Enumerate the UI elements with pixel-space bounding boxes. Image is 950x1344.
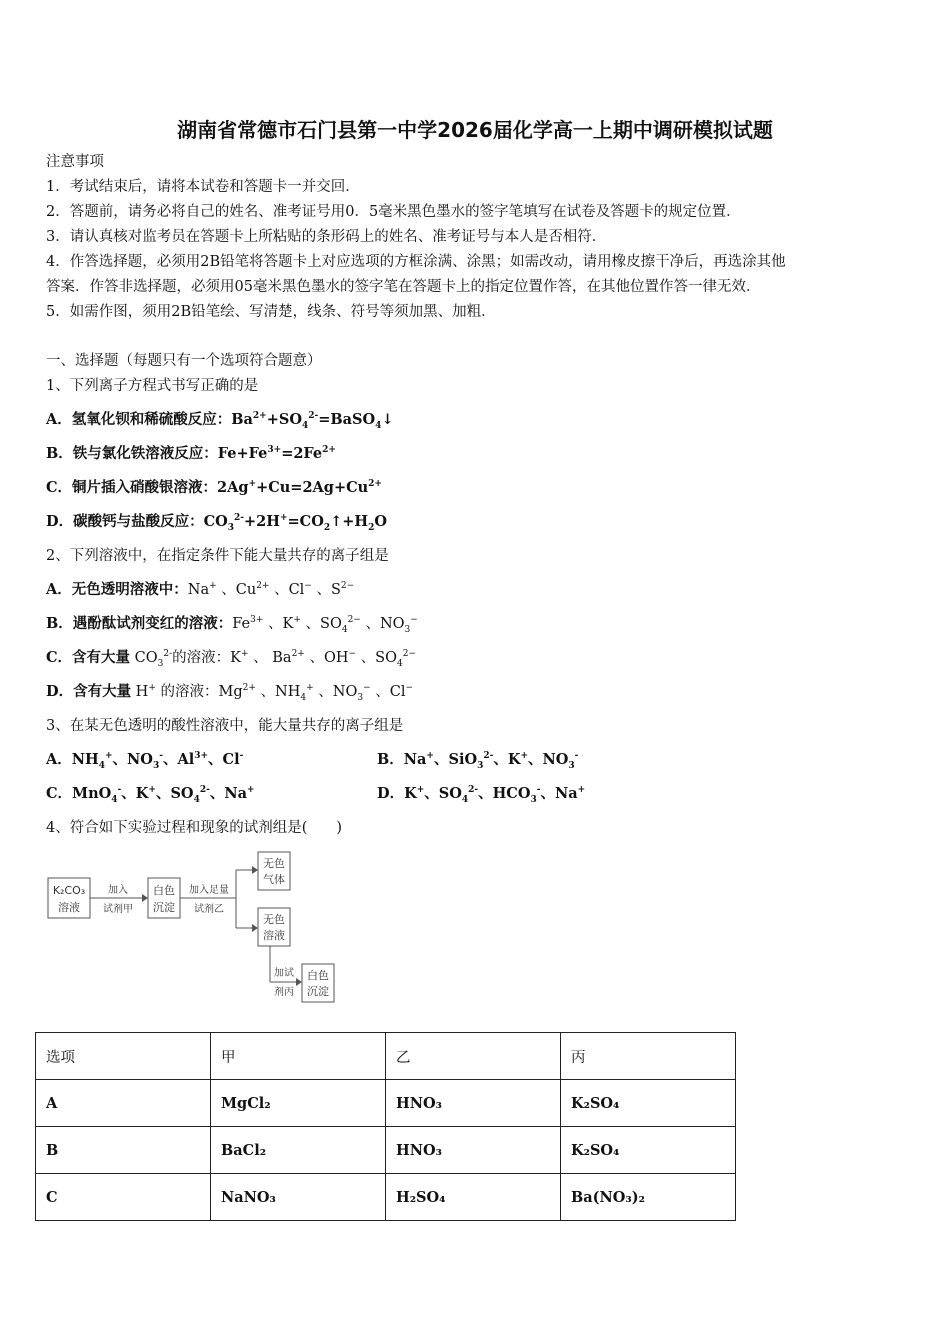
diagram-text: 加入足量 (189, 885, 229, 896)
experiment-flow-diagram (40, 848, 340, 1008)
notice-item: 1．考试结束后，请将本试卷和答题卡一并交回． (46, 179, 360, 195)
question-1-option-a: A．氢氧化钡和稀硫酸反应：$Ba^{2+}+SO_4^{2-}=BaSO_4↓$ (46, 411, 394, 431)
section-heading: 一、选择题（每题只有一个选项符合题意） (46, 353, 322, 369)
table-cell: Ba(NO₃)₂ (561, 1174, 736, 1221)
diagram-text: 白色 (153, 884, 175, 897)
question-3-stem: 3、在某无色透明的酸性溶液中，能大量共存的离子组是 (46, 718, 404, 734)
reagent-options-table (35, 1032, 736, 1221)
diagram-text: 溶液 (263, 929, 285, 942)
question-3-option-b: B．Na+、SiO$_3^{2-}$、K+、$NO_3^-$ (377, 751, 579, 771)
question-2-option-c: C．含有大量 $CO_3^{2-}$的溶液：K+ 、 $Ba^{2+}$ 、OH− 、$SO_4^{2-}$ (46, 649, 417, 669)
notice-item: 答案．作答非选择题，必须用05毫米黑色墨水的签字笔在答题卡上的指定位置作答，在其他位置作答一律无效． (46, 279, 761, 295)
question-4-stem: 4、符合如下实验过程和现象的试剂组是( ) (46, 820, 343, 836)
question-1-option-d: D．碳酸钙与盐酸反应：$CO_3^{2-}+2H^+=CO_2↑+H_2O$ (46, 513, 388, 533)
table-row (36, 1174, 736, 1221)
notice-heading: 注意事项 (46, 154, 104, 170)
page-title: 湖南省常德市石门县第一中学2026届化学高一上期中调研模拟试题 (177, 118, 773, 142)
diagram-text: K₂CO₃ (52, 884, 86, 897)
diagram-text: 无色 (263, 857, 285, 870)
table-cell: HNO₃ (386, 1127, 561, 1174)
table-cell: H₂SO₄ (386, 1174, 561, 1221)
diagram-text: 沉淀 (307, 985, 329, 998)
table-cell: K₂SO₄ (561, 1127, 736, 1174)
table-header-cell: 选项 (36, 1033, 211, 1080)
diagram-text: 气体 (263, 873, 285, 886)
diagram-text: 溶液 (58, 901, 80, 914)
table-header-cell: 甲 (211, 1033, 386, 1080)
table-cell: MgCl₂ (211, 1080, 386, 1127)
diagram-text: 剂丙 (274, 987, 294, 998)
table-header-cell: 乙 (386, 1033, 561, 1080)
question-1-option-b: B．铁与氯化铁溶液反应：$Fe+Fe^{3+}=2Fe^{2+}$ (46, 445, 336, 462)
table-cell: K₂SO₄ (561, 1080, 736, 1127)
table-cell: B (36, 1127, 211, 1174)
question-2-option-b: B．遇酚酞试剂变红的溶液：$Fe^{3+}$ 、K+ 、$SO_4^{2-}$ 、$NO_3^-$ (46, 615, 418, 635)
table-row (36, 1127, 736, 1174)
question-3-option-d: D．K+、$SO_4^{2-}$、$HCO_3^-$、Na+ (377, 785, 586, 805)
table-cell: C (36, 1174, 211, 1221)
diagram-text: 无色 (263, 913, 285, 926)
question-2-option-d: D．含有大量 H+ 的溶液：$Mg^{2+}$ 、$NH_4^+$ 、$NO_3^-$ 、Cl− (46, 683, 414, 703)
table-cell: BaCl₂ (211, 1127, 386, 1174)
diagram-arrowhead (142, 894, 148, 902)
diagram-text: 加试 (274, 968, 294, 979)
diagram-text: 沉淀 (153, 901, 175, 914)
question-3-option-c: C．MnO$_4$-、K+、$SO_4^{2-}$、Na+ (46, 785, 255, 805)
question-2-stem: 2、下列溶液中，在指定条件下能大量共存的离子组是 (46, 548, 389, 564)
diagram-text: 试剂乙 (194, 904, 224, 915)
question-2-option-a: A．无色透明溶液中：Na+ 、$Cu^{2+}$ 、Cl− 、$S^{2-}$ (46, 581, 355, 598)
notice-item: 4．作答选择题，必须用2B铅笔将答题卡上对应选项的方框涂满、涂黑；如需改动，请用橡皮擦干净后，再选涂其他 (46, 254, 786, 270)
diagram-text: 白色 (307, 969, 329, 982)
notice-item: 5．如需作图，须用2B铅笔绘、写清楚，线条、符号等须加黑、加粗． (46, 304, 496, 320)
table-header-row (36, 1033, 736, 1080)
table-header-cell: 丙 (561, 1033, 736, 1080)
table-cell: NaNO₃ (211, 1174, 386, 1221)
notice-item: 2．答题前，请务必将自己的姓名、准考证号用0．5毫米黑色墨水的签字笔填写在试卷及答题卡的规定位置． (46, 204, 741, 220)
diagram-text: 加入 (108, 885, 128, 896)
notice-item: 3．请认真核对监考员在答题卡上所粘贴的条形码上的姓名、准考证号与本人是否相符． (46, 229, 607, 245)
table-row (36, 1080, 736, 1127)
table-cell: A (36, 1080, 211, 1127)
question-1-stem: 1、下列离子方程式书写正确的是 (46, 378, 259, 394)
table-cell: HNO₃ (386, 1080, 561, 1127)
question-1-option-c: C．铜片插入硝酸银溶液：$2Ag^++Cu=2Ag+Cu^{2+}$ (46, 479, 382, 496)
question-3-option-a: A．$NH_4^+$、$NO_3^-$、$Al^{3+}$、Cl- (46, 751, 244, 771)
diagram-text: 试剂甲 (103, 904, 133, 915)
